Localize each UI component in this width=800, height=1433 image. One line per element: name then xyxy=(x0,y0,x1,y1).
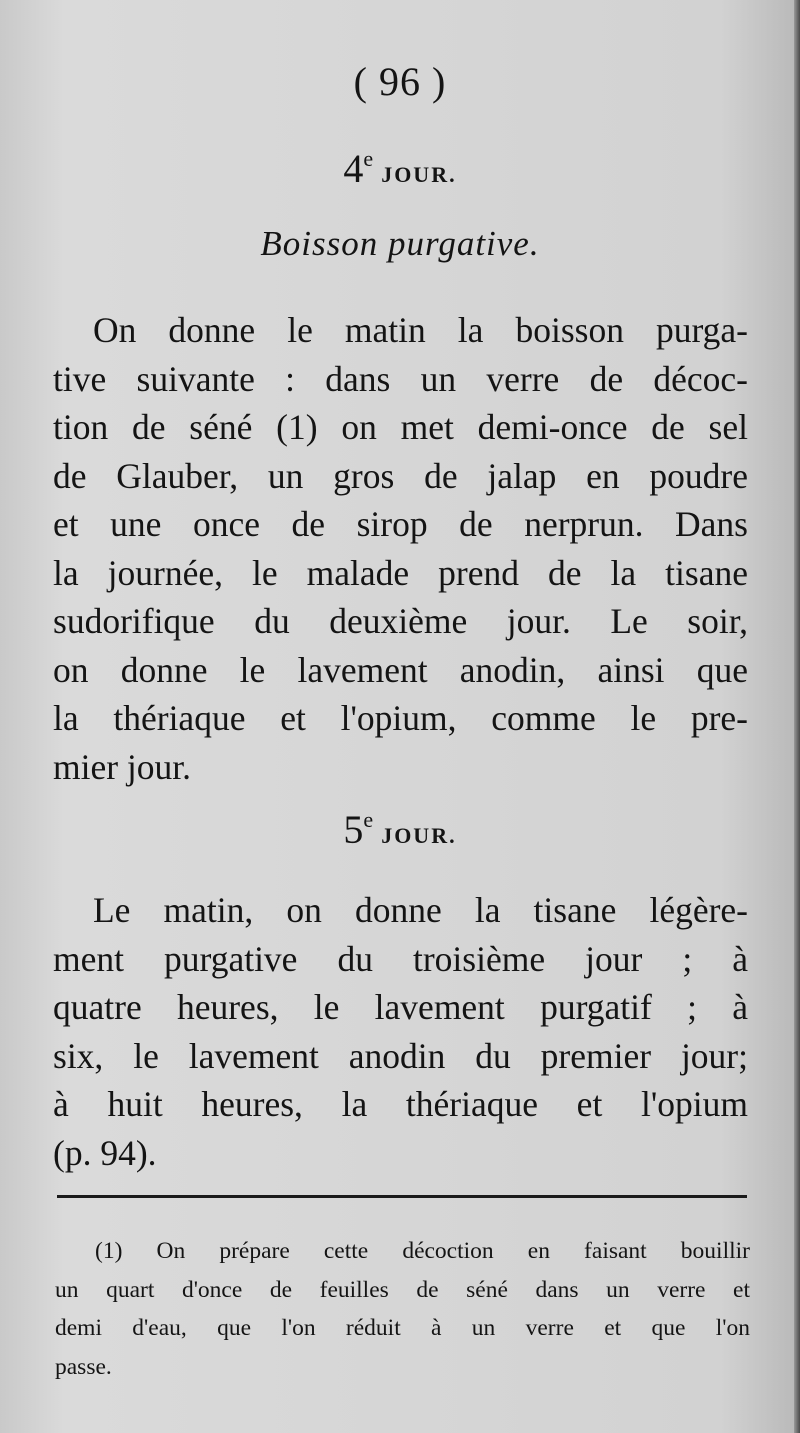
paragraph-line: mier jour. xyxy=(53,746,192,787)
page-edge xyxy=(794,0,800,1433)
paragraph-line: On donne le matin la boisson purga- xyxy=(93,310,748,350)
paragraph-line: quatre heures, le lavement purgatif ; à xyxy=(53,987,748,1027)
paragraph-line: (p. 94). xyxy=(53,1132,157,1173)
section-subheading: Boisson purgative. xyxy=(260,224,540,263)
day-4-word: JOUR. xyxy=(381,162,457,187)
footnote-separator-rule xyxy=(57,1195,747,1198)
paragraph-line: tive suivante : dans un verre de décoc- xyxy=(53,358,748,399)
footnote xyxy=(55,1232,750,1386)
day-5-heading xyxy=(0,806,800,853)
footnote-line: demi d'eau, que l'on réduit à un verre et que l'on xyxy=(55,1315,750,1341)
paragraph-line: six, le lavement anodin du premier jour; xyxy=(53,1035,748,1076)
paragraph-day-4 xyxy=(53,306,748,791)
day-4-heading xyxy=(0,145,800,192)
day-5-suffix: e xyxy=(363,807,374,832)
paragraph-line: sudorifique du deuxième jour. Le soir, xyxy=(53,601,748,641)
day-5-numeral: 5 xyxy=(343,807,364,852)
paragraph-line: de Glauber, un gros de jalap en poudre xyxy=(53,455,748,496)
paragraph-line: ment purgative du troisième jour ; à xyxy=(53,938,748,979)
footnote-line: (1) On prépare cette décoction en faisant bouillir xyxy=(95,1238,750,1264)
paragraph-line: Le matin, on donne la tisane légère- xyxy=(93,890,748,930)
paragraph-line: la journée, le malade prend de la tisane xyxy=(53,552,748,593)
day-4-suffix: e xyxy=(363,146,374,171)
paragraph-line: on donne le lavement anodin, ainsi que xyxy=(53,649,748,690)
paragraph-line: à huit heures, la thériaque et l'opium xyxy=(53,1084,748,1124)
paragraph-line: la thériaque et l'opium, comme le pre- xyxy=(53,698,748,738)
page-number: ( 96 ) xyxy=(353,59,447,104)
footnote-line: passe. xyxy=(55,1353,112,1380)
paragraph-line: et une once de sirop de nerprun. Dans xyxy=(53,504,748,544)
paragraph-line: tion de séné (1) on met demi-once de sel xyxy=(53,407,748,447)
footnote-line: un quart d'once de feuilles de séné dans un verre et xyxy=(55,1276,750,1303)
paragraph-day-5 xyxy=(53,886,748,1177)
day-5-word: JOUR. xyxy=(381,823,457,848)
day-4-numeral: 4 xyxy=(343,146,364,191)
